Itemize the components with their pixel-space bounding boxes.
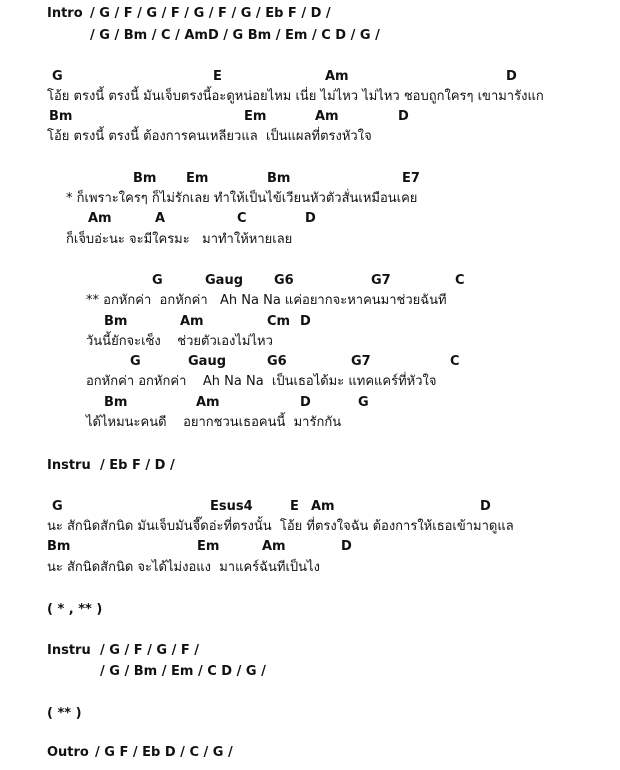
chord: Bm xyxy=(47,539,71,554)
intro-label: Intro xyxy=(47,6,83,21)
chord: G xyxy=(52,69,63,84)
lyric-line: * ก็เพราะใครๆ ก็ไม่รักเลย ทำให้เป็นไข้เวียนหัวตัวสั่นเหมือนเคย xyxy=(66,191,418,206)
chord: Em xyxy=(197,539,220,554)
lyric-line: ** อกหักค่า อกหักค่า Ah Na Na แค่อยากจะหาคนมาช่วยฉันที xyxy=(86,293,447,308)
chord: G7 xyxy=(371,273,391,288)
chord: C xyxy=(450,354,460,369)
chord: D xyxy=(341,539,352,554)
chord: Cm xyxy=(267,314,291,329)
chord: A xyxy=(155,211,166,226)
chord: Am xyxy=(196,395,220,410)
chord: Bm xyxy=(104,395,128,410)
lyric-line: นะ สักนิดสักนิด มันเจ็บมันจี๊ดอ่ะที่ตรงนั้น โอ้ย ที่ตรงใจฉัน ต้องการให้เธอเข้ามาดูแล xyxy=(47,519,514,534)
lyric-line: โอ้ย ตรงนี้ ตรงนี้ ต้องการคนเหลียวแล เป็นแผลที่ตรงหัวใจ xyxy=(47,129,372,144)
outro-label: Outro xyxy=(47,745,89,760)
chord: G7 xyxy=(351,354,371,369)
instru-label: Instru xyxy=(47,458,91,473)
chord: Bm xyxy=(133,171,157,186)
lyric-line: โอ้ย ตรงนี้ ตรงนี้ มันเจ็บตรงนี้อะดูหน่อยไหม เนี่ย ไม่ไหว ไม่ไหว ชอบถูกใครๆ เขามารังแก xyxy=(47,89,544,104)
chord: G xyxy=(130,354,141,369)
chord: Am xyxy=(88,211,112,226)
chord: D xyxy=(506,69,517,84)
chord: Bm xyxy=(49,109,73,124)
lyric-line: วันนี้ยักจะเซ็ง ช่วยตัวเองไม่ไหว xyxy=(86,334,273,349)
instru-line-1: / G / F / G / F / xyxy=(100,643,200,658)
lyric-line: อกหักค่า อกหักค่า Ah Na Na เป็นเธอได้มะ แทคแคร์ที่หัวใจ xyxy=(86,374,437,389)
chord: E xyxy=(290,499,299,514)
chord: D xyxy=(300,395,311,410)
chord: Am xyxy=(325,69,349,84)
chord: D xyxy=(300,314,311,329)
repeat-marker: ( ** ) xyxy=(47,706,82,721)
chord: E7 xyxy=(402,171,420,186)
chord: G xyxy=(52,499,63,514)
chord: Am xyxy=(315,109,339,124)
chord: Em xyxy=(186,171,209,186)
chord: Em xyxy=(244,109,267,124)
intro-line-2: / G / Bm / C / AmD / G Bm / Em / C D / G / xyxy=(90,28,380,43)
outro-line: / G F / Eb D / C / G / xyxy=(95,745,233,760)
intro-line-1: / G / F / G / F / G / F / G / Eb F / D / xyxy=(90,6,331,21)
chord: E xyxy=(213,69,222,84)
instru-line: / Eb F / D / xyxy=(100,458,175,473)
chord: C xyxy=(237,211,247,226)
chord: Bm xyxy=(104,314,128,329)
instru-line-2: / G / Bm / Em / C D / G / xyxy=(100,664,266,679)
chord: D xyxy=(305,211,316,226)
lyric-line: ก็เจ็บอ่ะนะ จะมีใครมะ มาทำให้หายเลย xyxy=(66,232,293,247)
lyric-line: นะ สักนิดสักนิด จะได้ไม่งอแง มาแคร์ฉันทีเป็นไง xyxy=(47,560,320,575)
chord: Esus4 xyxy=(210,499,253,514)
chord: Am xyxy=(311,499,335,514)
chord: G6 xyxy=(274,273,294,288)
chord: D xyxy=(480,499,491,514)
chord: D xyxy=(398,109,409,124)
chord: G xyxy=(152,273,163,288)
chord: Bm xyxy=(267,171,291,186)
chord: G xyxy=(358,395,369,410)
lyric-line: ได้ไหมนะคนดี อยากชวนเธอคนนี้ มารักกัน xyxy=(86,415,342,430)
chord: G6 xyxy=(267,354,287,369)
chord: Am xyxy=(180,314,204,329)
chord: Gaug xyxy=(205,273,244,288)
repeat-marker: ( * , ** ) xyxy=(47,602,103,617)
chord: Am xyxy=(262,539,286,554)
chord: C xyxy=(455,273,465,288)
instru-label: Instru xyxy=(47,643,91,658)
chord: Gaug xyxy=(188,354,227,369)
